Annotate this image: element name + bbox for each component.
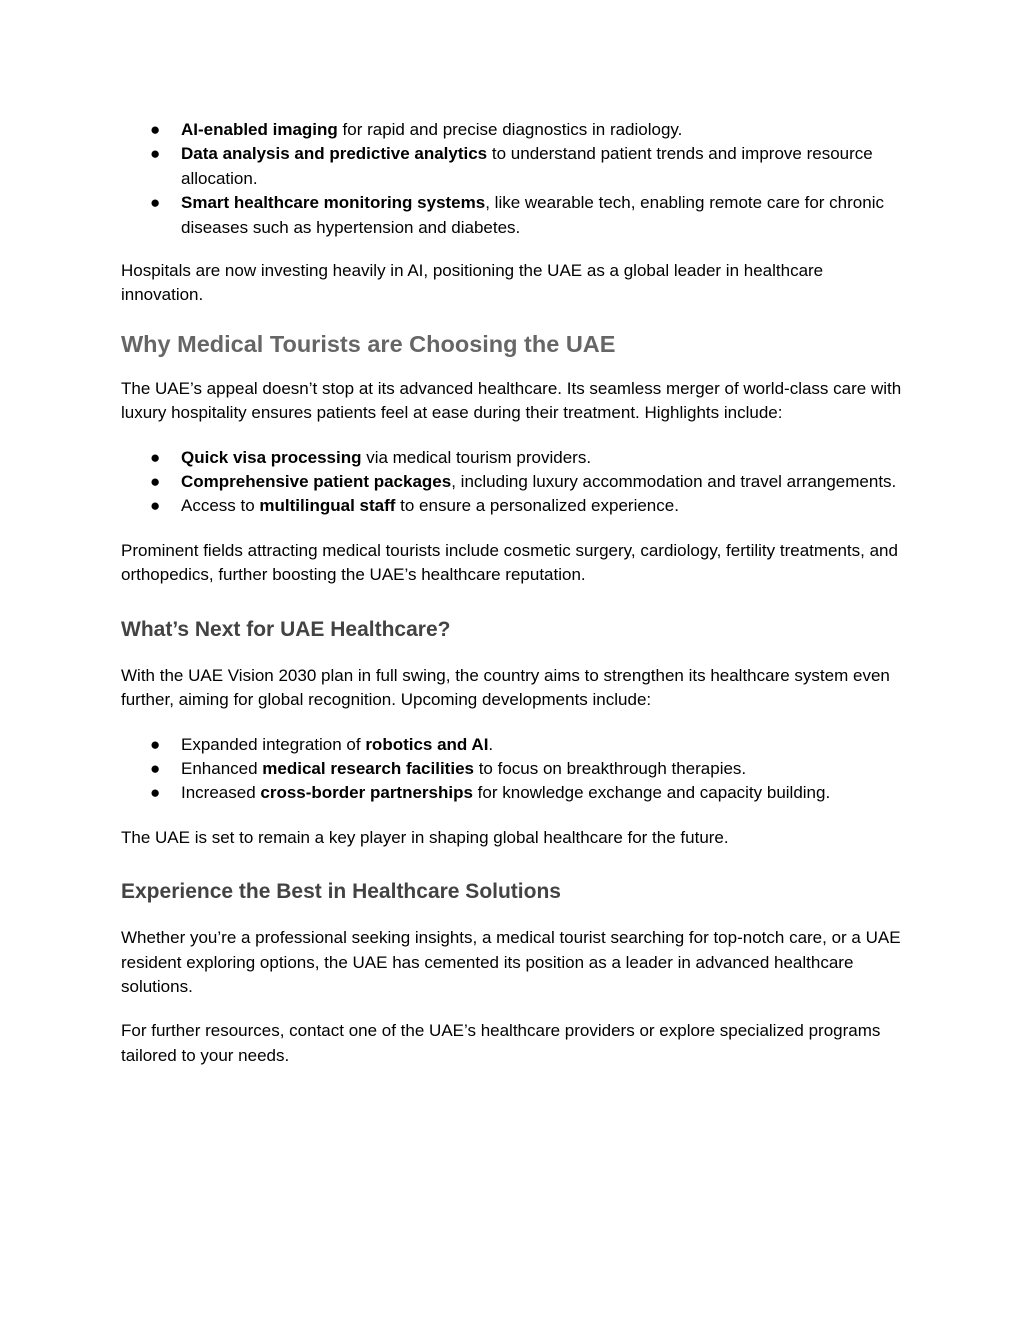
heading-whats-next: What’s Next for UAE Healthcare?: [121, 617, 451, 641]
list-item: [121, 733, 906, 757]
paragraph-uae-appeal: The UAE’s appeal doesn’t stop at its advanced healthcare. Its seamless merger of world-class care with luxury hospitality ensures patients feel at ease during their treatment. Highlights include:: [121, 378, 902, 423]
paragraph-vision-2030: With the UAE Vision 2030 plan in full swing, the country aims to strengthen its healthcare system even further, aiming for global recognition. Upcoming developments include:: [121, 665, 890, 710]
bullet-icon: ●: [150, 447, 161, 467]
list-item-text: , including luxury accommodation and travel arrangements.: [451, 472, 897, 492]
list-item-bold: Smart healthcare monitoring systems: [181, 193, 486, 213]
list-item-bold: cross-border partnerships: [260, 783, 473, 803]
bullet-icon: ●: [150, 472, 161, 492]
bullet-icon: ●: [150, 120, 161, 139]
list-item-text: for knowledge exchange and capacity building.: [472, 783, 831, 803]
paragraph-prominent-fields: Prominent fields attracting medical tourists include cosmetic surgery, cardiology, fertility treatments, and orthopedics, further boosting the UAE’s healthcare reputation.: [121, 540, 898, 585]
list-item-text: .: [488, 734, 494, 754]
list-item: [121, 494, 906, 518]
list-item-bold: robotics and AI: [365, 734, 489, 754]
list-item-text: to understand patient trends and improve resource allocation.: [181, 144, 873, 188]
developments-list: [121, 733, 906, 806]
list-item: [121, 191, 906, 240]
bullet-icon: ●: [150, 734, 161, 754]
list-item: [121, 142, 906, 191]
list-item: [121, 470, 906, 494]
list-item-prefix: Increased: [181, 783, 261, 803]
list-item-bold: Comprehensive patient packages: [181, 472, 452, 492]
list-item: [121, 118, 906, 142]
ai-technologies-list: [121, 118, 906, 240]
list-item-bold: AI-enabled imaging: [181, 120, 338, 139]
heading-medical-tourists: Why Medical Tourists are Choosing the UAE: [121, 330, 616, 357]
list-item-text: to ensure a personalized experience.: [395, 496, 679, 516]
list-item: [121, 446, 906, 470]
paragraph-key-player: The UAE is set to remain a key player in shaping global healthcare for the future.: [121, 827, 729, 847]
list-item-prefix: Enhanced: [181, 758, 263, 778]
list-item-text: for rapid and precise diagnostics in radiology.: [337, 120, 683, 139]
bullet-icon: ●: [150, 783, 161, 803]
document-page: [121, 118, 906, 1068]
bullet-icon: ●: [150, 144, 161, 164]
list-item: [121, 781, 906, 805]
list-item: [121, 757, 906, 781]
list-item-text: to focus on breakthrough therapies.: [473, 758, 747, 778]
highlights-list: [121, 446, 906, 519]
paragraph-further-resources: For further resources, contact one of the UAE’s healthcare providers or explore specialized programs tailored to your needs.: [121, 1021, 881, 1065]
bullet-icon: ●: [150, 193, 161, 213]
list-item-prefix: Access to: [181, 496, 260, 516]
heading-experience-best: Experience the Best in Healthcare Solutions: [121, 880, 561, 904]
bullet-icon: ●: [150, 758, 161, 778]
list-item-bold: Data analysis and predictive analytics: [181, 144, 488, 164]
list-item-bold: multilingual staff: [259, 496, 396, 516]
list-item-text: , like wearable tech, enabling remote care for chronic diseases such as hypertension and diabetes.: [181, 193, 884, 237]
list-item-bold: Quick visa processing: [181, 447, 362, 467]
list-item-bold: medical research facilities: [262, 758, 474, 778]
list-item-text: via medical tourism providers.: [361, 447, 592, 467]
paragraph-whether-professional: Whether you’re a professional seeking insights, a medical tourist searching for top-notch care, or a UAE resident exploring options, the UAE has cemented its position as a leader in advanced healthcare solutions.: [121, 928, 901, 996]
paragraph-ai-investment: Hospitals are now investing heavily in AI, positioning the UAE as a global leader in healthcare innovation.: [121, 261, 824, 305]
list-item-prefix: Expanded integration of: [181, 734, 366, 754]
bullet-icon: ●: [150, 496, 161, 516]
